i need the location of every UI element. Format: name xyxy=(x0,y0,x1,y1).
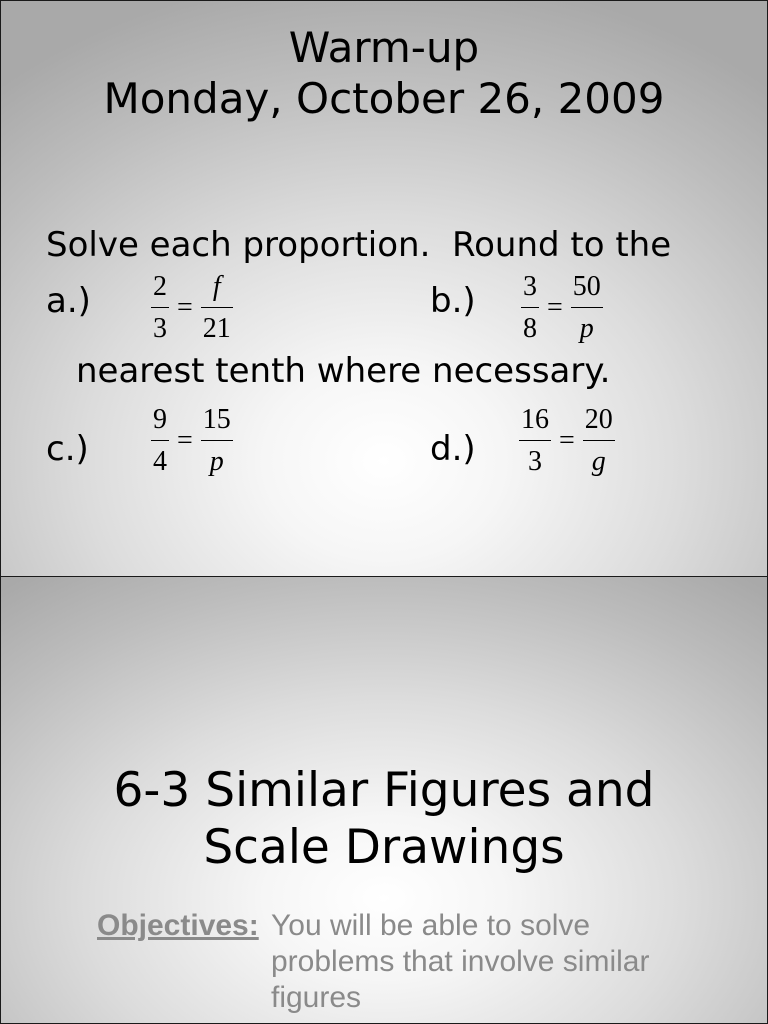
objectives-line: You will be able to solve xyxy=(271,909,591,942)
denominator: p xyxy=(579,313,594,344)
lesson-slide xyxy=(0,577,768,1024)
objectives-line: problems that involve similar xyxy=(271,945,650,978)
fraction-bar xyxy=(521,307,539,308)
objectives-line: figures xyxy=(271,981,362,1014)
fraction-bar xyxy=(151,307,169,308)
numerator: 2 xyxy=(153,271,167,302)
instructions-line: nearest tenth where necessary. xyxy=(76,351,611,391)
fraction-bar xyxy=(201,307,233,308)
numerator: f xyxy=(212,271,221,302)
numerator: 20 xyxy=(584,404,613,435)
proportion-a xyxy=(151,272,233,344)
fraction-left xyxy=(521,272,539,344)
equals-sign: = xyxy=(559,425,575,456)
objectives-text xyxy=(271,908,649,1016)
equals-sign: = xyxy=(547,292,563,323)
proportion-b xyxy=(521,272,603,344)
equals-sign: = xyxy=(177,425,193,456)
lesson-title xyxy=(1,762,767,876)
lesson-title-line: 6-3 Similar Figures and xyxy=(113,763,655,818)
numerator: 3 xyxy=(523,271,537,302)
denominator: 3 xyxy=(153,313,167,344)
fraction-bar xyxy=(151,440,169,441)
equals-sign: = xyxy=(177,292,193,323)
numerator: 15 xyxy=(202,404,231,435)
fraction-left xyxy=(519,405,551,477)
fraction-bar xyxy=(583,440,615,441)
lesson-title-line: Scale Drawings xyxy=(203,820,565,875)
numerator: 9 xyxy=(153,404,167,435)
fraction-bar xyxy=(519,440,551,441)
problem-label-d: d.) xyxy=(430,429,476,469)
fraction-bar xyxy=(571,307,603,308)
objectives-label: Objectives: xyxy=(97,909,259,942)
fraction-left xyxy=(151,272,169,344)
fraction-bar xyxy=(201,440,233,441)
proportion-c xyxy=(151,405,233,477)
numerator: 16 xyxy=(521,404,549,435)
proportion-d xyxy=(519,405,615,477)
denominator: 21 xyxy=(202,313,231,344)
denominator: 4 xyxy=(153,446,167,477)
instructions-line: Solve each proportion. Round to the xyxy=(46,225,672,265)
problem-label-b: b.) xyxy=(430,281,476,321)
warmup-date-line: Monday, October 26, 2009 xyxy=(103,74,665,123)
problem-label-a: a.) xyxy=(46,281,91,321)
denominator: 8 xyxy=(523,313,537,344)
denominator: g xyxy=(591,446,606,477)
fraction-right xyxy=(201,405,233,477)
warmup-title-line: Warm-up xyxy=(288,23,480,72)
warmup-title xyxy=(1,22,767,124)
denominator: 3 xyxy=(528,446,542,477)
denominator: p xyxy=(209,446,224,477)
fraction-right xyxy=(571,272,603,344)
numerator: 50 xyxy=(572,271,601,302)
fraction-right xyxy=(583,405,615,477)
fraction-left xyxy=(151,405,169,477)
fraction-right xyxy=(201,272,233,344)
problem-label-c: c.) xyxy=(46,429,89,469)
